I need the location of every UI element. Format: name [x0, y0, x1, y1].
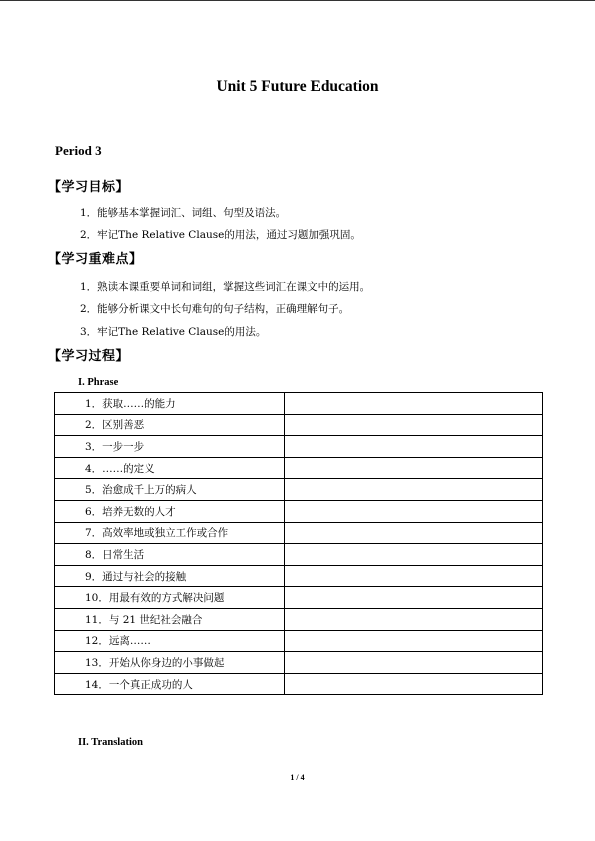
- phrase-cell: 1．获取……的能力: [55, 393, 285, 415]
- phrase-cell: 13．开始从你身边的小事做起: [55, 652, 285, 674]
- table-row: [55, 673, 543, 695]
- phrase-cell: 8．日常生活: [55, 544, 285, 566]
- table-row: [55, 457, 543, 479]
- translation-heading: II. Translation: [78, 737, 143, 748]
- phrase-cell: 9．通过与社会的接触: [55, 565, 285, 587]
- answer-cell[interactable]: [285, 630, 543, 652]
- answer-cell[interactable]: [285, 457, 543, 479]
- goal-item: 1．能够基本掌握词汇、词组、句型及语法。: [80, 207, 287, 219]
- phrase-cell: 7．高效率地或独立工作或合作: [55, 522, 285, 544]
- key-point-item: 1．熟读本课重要单词和词组，掌握这些词汇在课文中的运用。: [80, 281, 371, 293]
- phrase-cell: 10．用最有效的方式解决问题: [55, 587, 285, 609]
- answer-cell[interactable]: [285, 565, 543, 587]
- answer-cell[interactable]: [285, 500, 543, 522]
- key-point-item: 3．牢记The Relative Clause的用法。: [80, 326, 267, 338]
- period-label: Period 3: [55, 143, 102, 158]
- phrase-cell: 6．培养无数的人才: [55, 500, 285, 522]
- answer-cell[interactable]: [285, 479, 543, 501]
- page-top-border: [0, 0, 595, 1]
- answer-cell[interactable]: [285, 393, 543, 415]
- page-title: Unit 5 Future Education: [216, 78, 379, 95]
- answer-cell[interactable]: [285, 436, 543, 458]
- section-heading-goals: 【学习目标】: [48, 180, 130, 195]
- phrase-cell: 2．区别善恶: [55, 414, 285, 436]
- table-row: [55, 500, 543, 522]
- table-row: [55, 414, 543, 436]
- table-row: [55, 393, 543, 415]
- section-heading-key-points: 【学习重难点】: [48, 252, 143, 267]
- table-row: [55, 436, 543, 458]
- page-number: 1 / 4: [290, 773, 305, 782]
- table-row: [55, 630, 543, 652]
- answer-cell[interactable]: [285, 544, 543, 566]
- table-row: [55, 544, 543, 566]
- section-heading-process: 【学习过程】: [48, 349, 130, 364]
- table-row: [55, 565, 543, 587]
- phrase-cell: 3．一步一步: [55, 436, 285, 458]
- phrase-heading: I. Phrase: [78, 377, 119, 388]
- phrase-cell: 4．……的定义: [55, 457, 285, 479]
- table-row: [55, 522, 543, 544]
- phrase-table: [54, 392, 543, 695]
- goal-item: 2．牢记The Relative Clause的用法，通过习题加强巩固。: [80, 229, 361, 241]
- key-point-item: 2．能够分析课文中长句难句的句子结构，正确理解句子。: [80, 303, 350, 315]
- phrase-cell: 14．一个真正成功的人: [55, 673, 285, 695]
- table-row: [55, 608, 543, 630]
- phrase-cell: 12．远离……: [55, 630, 285, 652]
- table-row: [55, 479, 543, 501]
- answer-cell[interactable]: [285, 608, 543, 630]
- answer-cell[interactable]: [285, 414, 543, 436]
- phrase-cell: 5．治愈成千上万的病人: [55, 479, 285, 501]
- answer-cell[interactable]: [285, 673, 543, 695]
- answer-cell[interactable]: [285, 522, 543, 544]
- phrase-cell: 11．与 21 世纪社会融合: [55, 608, 285, 630]
- table-row: [55, 652, 543, 674]
- answer-cell[interactable]: [285, 652, 543, 674]
- answer-cell[interactable]: [285, 587, 543, 609]
- table-row: [55, 587, 543, 609]
